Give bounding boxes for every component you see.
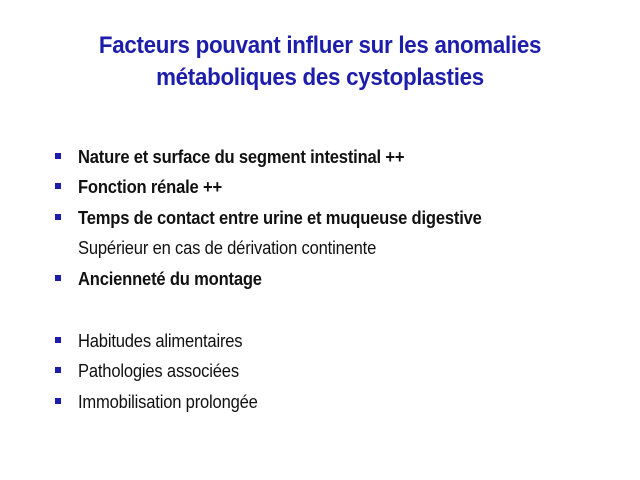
bullet-square-icon bbox=[55, 275, 61, 281]
list-item-sub-derivation: Supérieur en cas de dérivation continente bbox=[78, 238, 377, 258]
bullet-square-icon bbox=[55, 214, 61, 220]
slide-title-line-2: métaboliques des cystoplasties bbox=[156, 64, 484, 91]
bullet-square-icon bbox=[55, 153, 61, 159]
bullet-square-icon bbox=[55, 398, 61, 404]
list-item-nature-segment: Nature et surface du segment intestinal ++ bbox=[78, 147, 405, 167]
list-item-pathologies: Pathologies associées bbox=[78, 361, 239, 381]
list-item-immobilisation: Immobilisation prolongée bbox=[78, 392, 258, 412]
slide-title-line-1: Facteurs pouvant influer sur les anomalies bbox=[98, 32, 542, 59]
slide-title bbox=[60, 30, 581, 94]
bullet-square-icon bbox=[55, 183, 61, 189]
list-item-habitudes: Habitudes alimentaires bbox=[78, 331, 243, 351]
bullet-square-icon bbox=[55, 367, 61, 373]
list-item-temps-contact: Temps de contact entre urine et muqueuse digestive bbox=[78, 208, 482, 228]
list-item-anciennete: Ancienneté du montage bbox=[78, 269, 262, 289]
list-item-fonction-renale: Fonction rénale ++ bbox=[78, 177, 222, 197]
bullet-square-icon bbox=[55, 337, 61, 343]
